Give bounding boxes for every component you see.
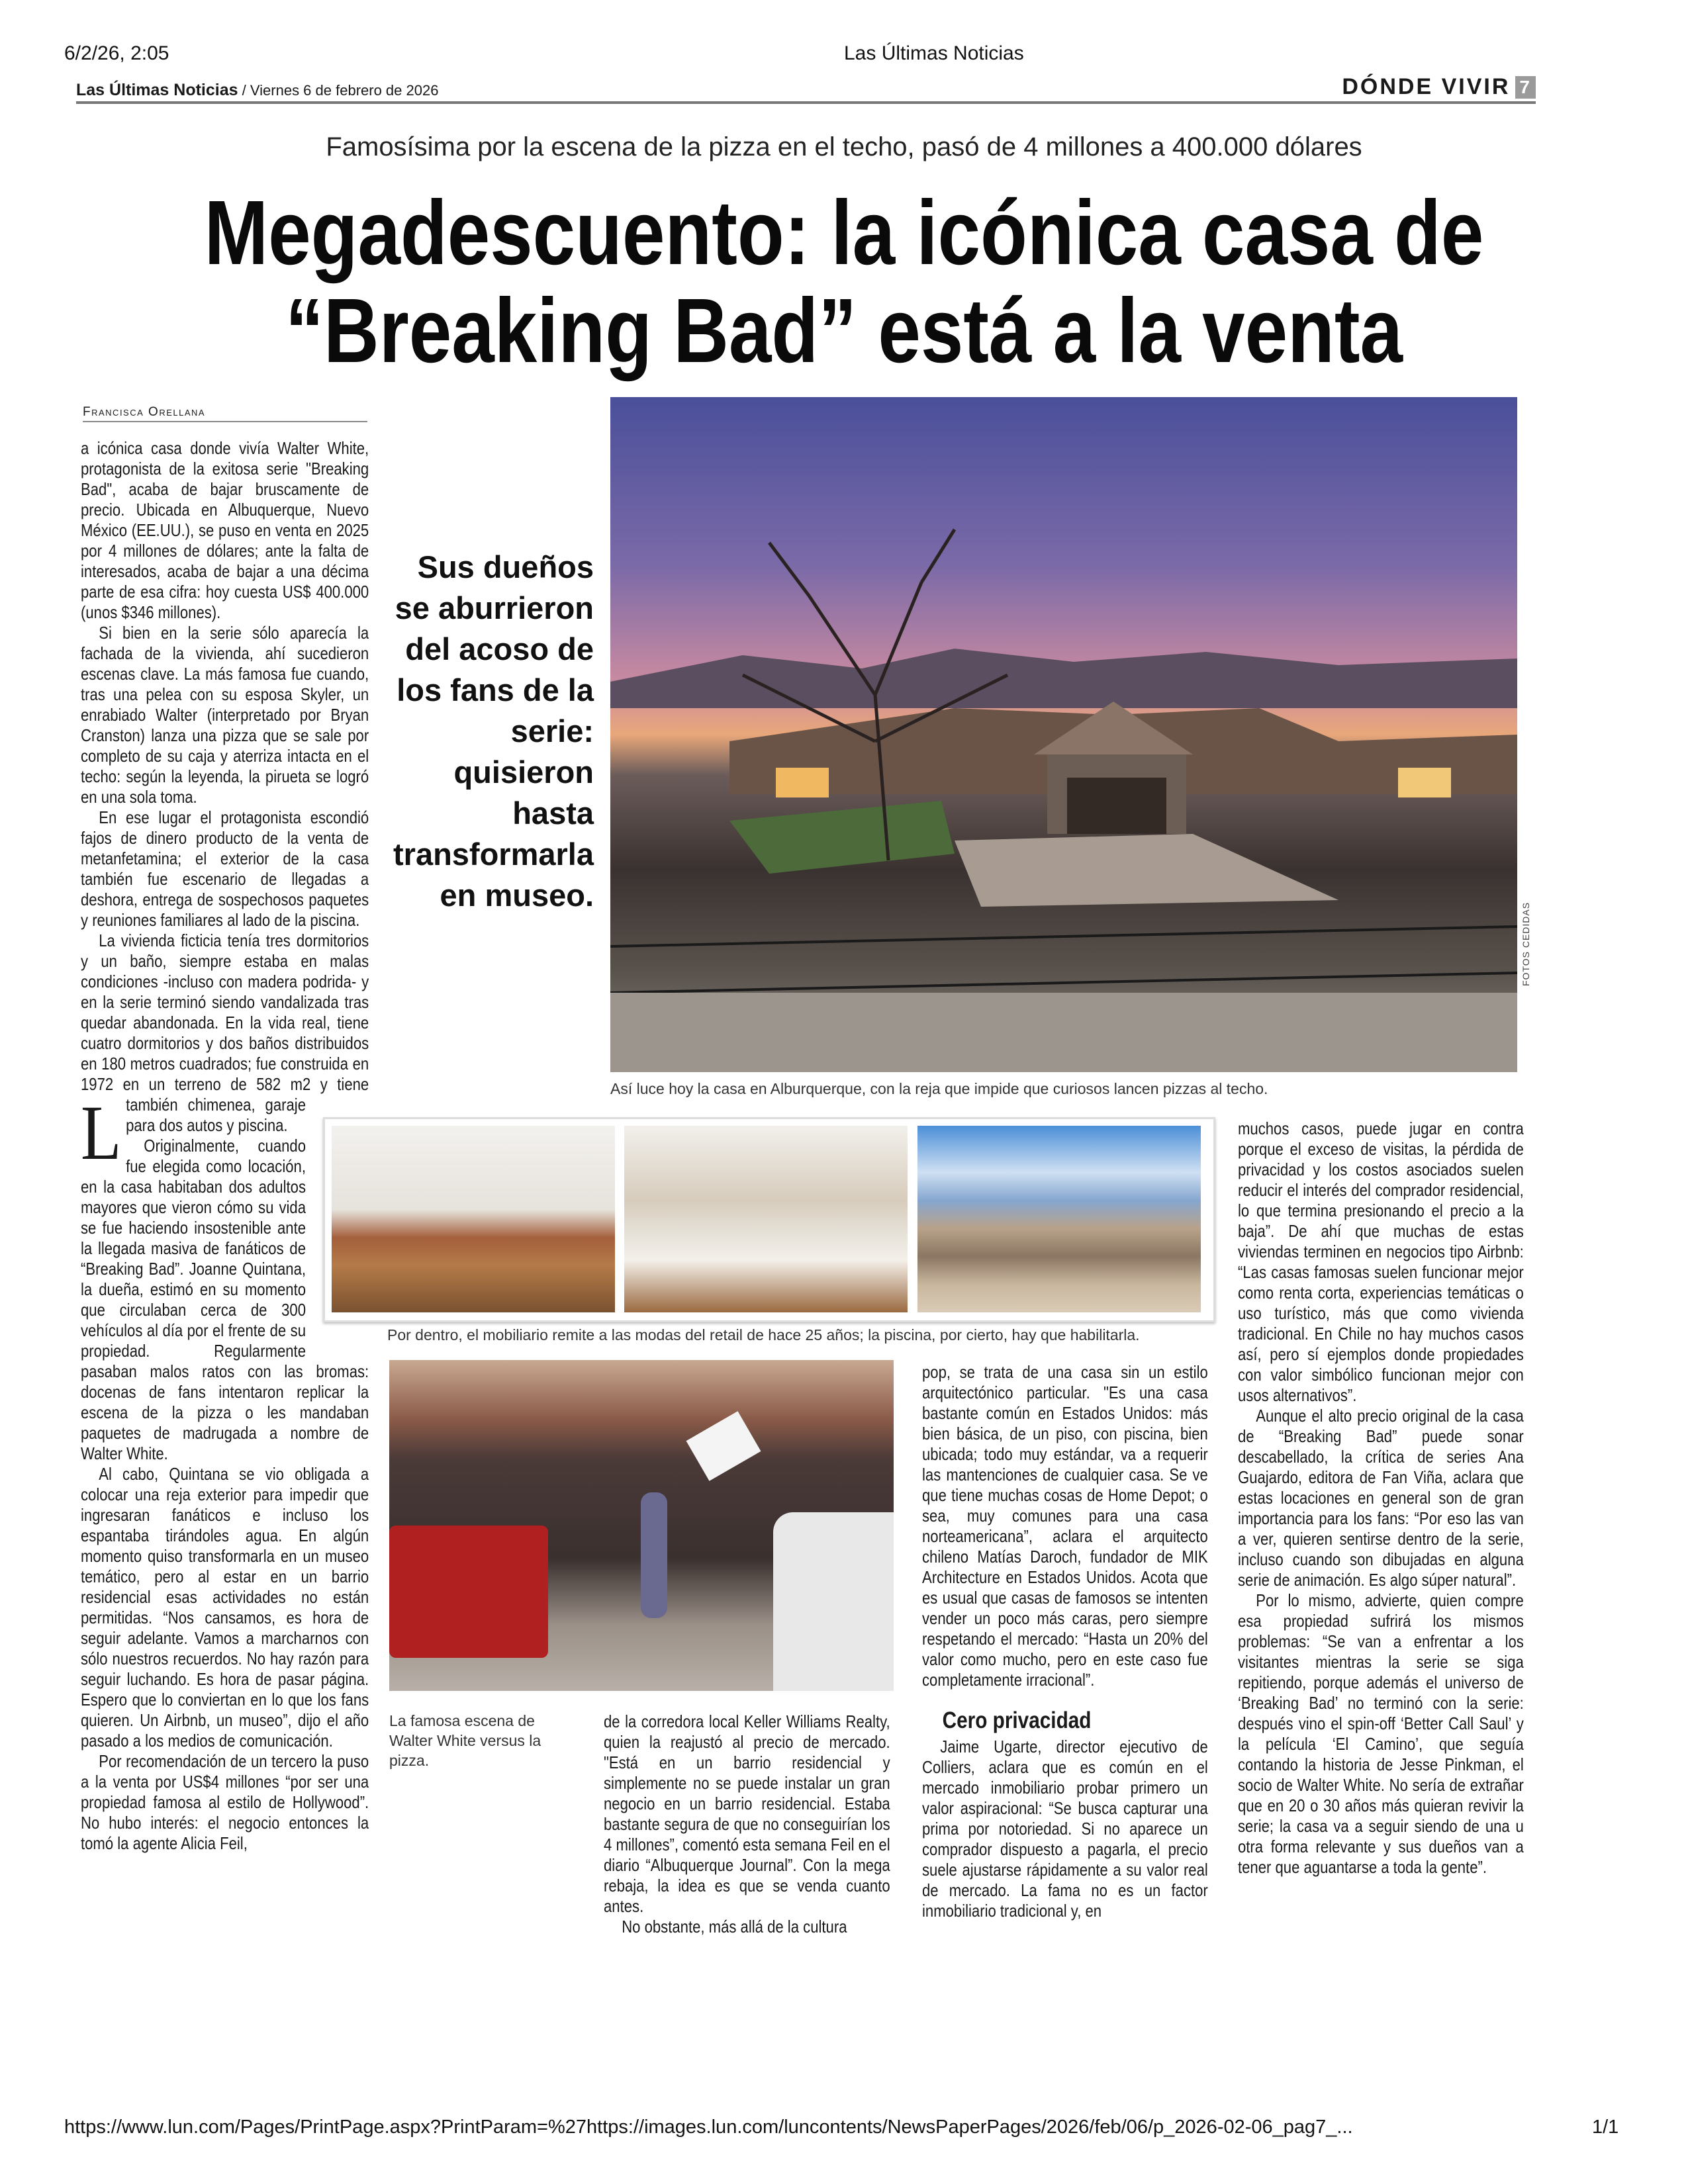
article-column-4 xyxy=(1238,1118,1524,1878)
red-car xyxy=(389,1525,548,1658)
paragraph: Originalmente, cuando fue elegida como locación, en la casa habitaban dos adultos mayores que vieron cómo su vida se fue haciendo insostenible ante la llegada masiva de fanáticos de “Breaking Bad”. Joanne Quintana, la dueña, estimó en su momento que circulaban cerca de 300 vehículos al día por el frente de su propiedad. Regularmente pasaban malos ratos con las bromas: docenas de fans intentaron replicar la escena de la pizza o les mandaban paquetes de madrugada a nombre de Walter White. xyxy=(81,1136,369,1463)
page-number: 7 xyxy=(1515,76,1536,99)
main-photo-house xyxy=(610,397,1517,1072)
article-column-1 xyxy=(81,438,369,1854)
photo-gallery xyxy=(323,1117,1215,1322)
pizza-photo-caption: La famosa escena de Walter White versus la pizza. xyxy=(389,1712,541,1769)
paragraph: Aunque el alto precio original de la casa de “Breaking Bad” puede sonar descabellado, la crítica de series Ana Guajardo, editora de Fan Viña, aclara que estas locaciones en general son de gran importancia para los fans: “Por eso las van a ver, quieren sentirse dentro de la serie, incluso cuando son dibujadas en alguna serie de animación. Es algo súper natural”. xyxy=(1238,1406,1524,1590)
section-name: DÓNDE VIVIR xyxy=(1342,74,1511,99)
gallery-photo-bedroom xyxy=(624,1126,908,1312)
gallery-photo-pool xyxy=(917,1126,1201,1312)
paragraph: Si bien en la serie sólo aparecía la fachada de la vivienda, ahí sucedieron escenas clave. La más famosa fue cuando, tras una pelea con su esposa Skyler, un enrabiado Walter (interpretado por Bryan Cranston) lanza una pizza que se sale por completo de su caja y aterriza intacta en el techo: según la leyenda, la pirueta se logró en una sola toma. xyxy=(81,623,369,807)
pizza-scene-photo xyxy=(389,1360,894,1691)
drop-cap: L xyxy=(81,1089,122,1176)
pull-quote: Sus dueños se aburrieron del acoso de los fans de la serie: quisieron hasta transformarla en museo. xyxy=(393,549,594,913)
paragraph: En ese lugar el protagonista escondió fajos de dinero producto de la venta de metanfetamina; el exterior de la casa también fue escenario de llegadas a deshora, entrega de sospechosos paquetes y reuniones familiares al lado de la piscina. xyxy=(81,807,369,930)
paragraph: Por lo mismo, advierte, quien compre esa propiedad sufrirá los mismos problemas: “Se van a enfrentar a los visitantes mientras la serie se siga repitiendo, porque además el universo de ‘Breaking Bad’ no terminó con la serie: después vino el spin-off ‘Better Call Saul’ y la película ‘El Camino’, que seguía contando la historia de Jesse Pinkman, el socio de Walter White. No sería de extrañar que en 20 o 30 años más quieran revivir la serie; la casa va a seguir siendo de una u otra forma relevante y sus dueños van a tener que aguantarse a toda la gente”. xyxy=(1238,1590,1524,1877)
headline-line-1: Megadescuento: la icónica casa de xyxy=(204,182,1484,284)
print-page-title: Las Últimas Noticias xyxy=(844,42,1024,64)
paragraph: a icónica casa donde vivía Walter White, protagonista de la exitosa serie "Breaking Bad", acaba de bajar bruscamente de precio. Ubicada en Albuquerque, Nuevo México (EE.UU.), se puso en venta en 2025 por 4 millones de dólares; ante la falta de interesados, acaba de bajar a una décima parte de esa cifra: hoy cuesta US$ 400.000 (unos $346 millones). xyxy=(81,438,369,622)
paragraph: Jaime Ugarte, director ejecutivo de Colliers, aclara que es común en el mercado inmobiliario probar primero un valor aspiracional: “Se busca capturar una prima por notoriedad. Si no aparece un comprador dispuesto a pagarla, el precio suele ajustarse rápidamente a su valor real de mercado. La fama no es un factor inmobiliario tradicional y, en xyxy=(922,1737,1208,1921)
paragraph: La vivienda ficticia tenía tres dormitorios y un baño, siempre estaba en malas condiciones -incluso con madera podrida- y en la serie terminó siendo vandalizada tras quedar abandonada. En la vida real, tiene cuatro dormitorios y dos baños distribuidos en 180 metros cuadrados; fue construida en 1972 en un terreno de 582 m2 y tiene también chimenea, garaje para dos autos y piscina. xyxy=(81,931,369,1135)
masthead xyxy=(76,81,438,100)
masthead-name: Las Últimas Noticias xyxy=(76,81,238,99)
print-url: https://www.lun.com/Pages/PrintPage.aspx?PrintParam=%27https://images.lun.com/luncontents/NewsPaperPages/2026/feb/06/p_2026-02-06_pag7_... xyxy=(64,2116,1353,2138)
subheading: Cero privacidad xyxy=(942,1707,1092,1733)
gallery-photo-living-room xyxy=(332,1126,615,1312)
paragraph: muchos casos, puede jugar en contra porque el exceso de visitas, la pérdida de privacidad y los costos asociados suelen reducir el interés del comprador residencial, lo que termina presionando el precio a la baja”. De ahí que muchas de estas viviendas terminen en negocios tipo Airbnb: “Las casas famosas suelen funcionar mejor como renta corta, experiencias temáticas o uso turístico, más que como vivienda tradicional. En Chile no hay muchos casos así, pero sí ejemplos donde propiedades con valor simbólico funcionan mejor con usos alternativos”. xyxy=(1238,1118,1524,1405)
photo-credit: FOTOS CEDIDAS xyxy=(1521,901,1531,986)
byline: Francisca Orellana xyxy=(83,405,367,422)
edition-date: / Viernes 6 de febrero de 2026 xyxy=(238,82,439,99)
kicker: Famosísima por la escena de la pizza en el techo, pasó de 4 millones a 400.000 dólares xyxy=(326,132,1362,161)
paragraph: No obstante, más allá de la cultura xyxy=(622,1917,847,1936)
article-column-3 xyxy=(922,1362,1208,1921)
article-column-2 xyxy=(604,1711,890,1937)
house-illustration xyxy=(610,397,1517,1072)
print-datetime: 6/2/26, 2:05 xyxy=(64,42,169,64)
paragraph: Al cabo, Quintana se vio obligada a colocar una reja exterior para impedir que ingresaran fanáticos e incluso los espantaba tirándoles agua. En algún momento quiso transformarla en un museo temático, pero al estar en un barrio residencial esas actividades no están permitidas. “Nos cansamos, es hora de seguir adelante. Vamos a marcharnos con sólo nuestros recuerdos. No hay razón para seguir luchando. Es hora de pasar página. Espero que lo conviertan en lo que los fans quieren. Un Airbnb, un museo”, dijo el año pasado a los medios de comunicación. xyxy=(81,1464,369,1751)
headline xyxy=(0,184,1688,380)
paragraph: Por recomendación de un tercero la puso a la venta por US$4 millones “por ser una propiedad famosa al estilo de Hollywood”. No hubo interés: el negocio entonces la tomó la agente Alicia Feil, xyxy=(81,1751,369,1853)
walter-figure xyxy=(641,1492,667,1618)
print-page-count: 1/1 xyxy=(1592,2116,1619,2138)
gallery-caption: Por dentro, el mobiliario remite a las modas del retail de hace 25 años; la piscina, por cierto, hay que habilitarla. xyxy=(387,1326,1140,1343)
header-rule xyxy=(76,101,1536,104)
pizza-box xyxy=(686,1411,761,1481)
paragraph: de la corredora local Keller Williams Realty, quien la reajustó al precio de mercado. "Está en un barrio residencial y simplemente no se puede instalar un gran negocio en un barrio residencial. Estaba bastante segura de que no conseguirían los 4 millones”, comentó esta semana Feil en el diario “Albuquerque Journal”. Con la mega rebaja, la idea es que se venda cuanto antes. xyxy=(604,1711,890,1916)
paragraph: pop, se trata de una casa sin un estilo arquitectónico particular. "Es una casa bastante común en Estados Unidos: más bien básica, de un piso, con piscina, bien ubicada; todo muy estándar, va a requerir las mantenciones de cualquier casa. Se ve que tiene muchas cosas de Home Depot; o sea, muy comunes para una casa norteamericana”, aclara el arquitecto chileno Matías Daroch, fundador de MIK Architecture en Estados Unidos. Acota que es usual que casas de famosos se intenten vender un poco más caras, pero siempre respetando el mercado: “Hasta un 20% del valor como mucho, pero en este caso fue completamente irracional”. xyxy=(922,1362,1208,1690)
main-photo-caption: Así luce hoy la casa en Alburquerque, con la reja que impide que curiosos lancen pizzas al techo. xyxy=(610,1080,1268,1097)
white-car xyxy=(773,1512,894,1691)
section-header xyxy=(1342,74,1536,100)
headline-line-2: “Breaking Bad” está a la venta xyxy=(285,280,1403,382)
